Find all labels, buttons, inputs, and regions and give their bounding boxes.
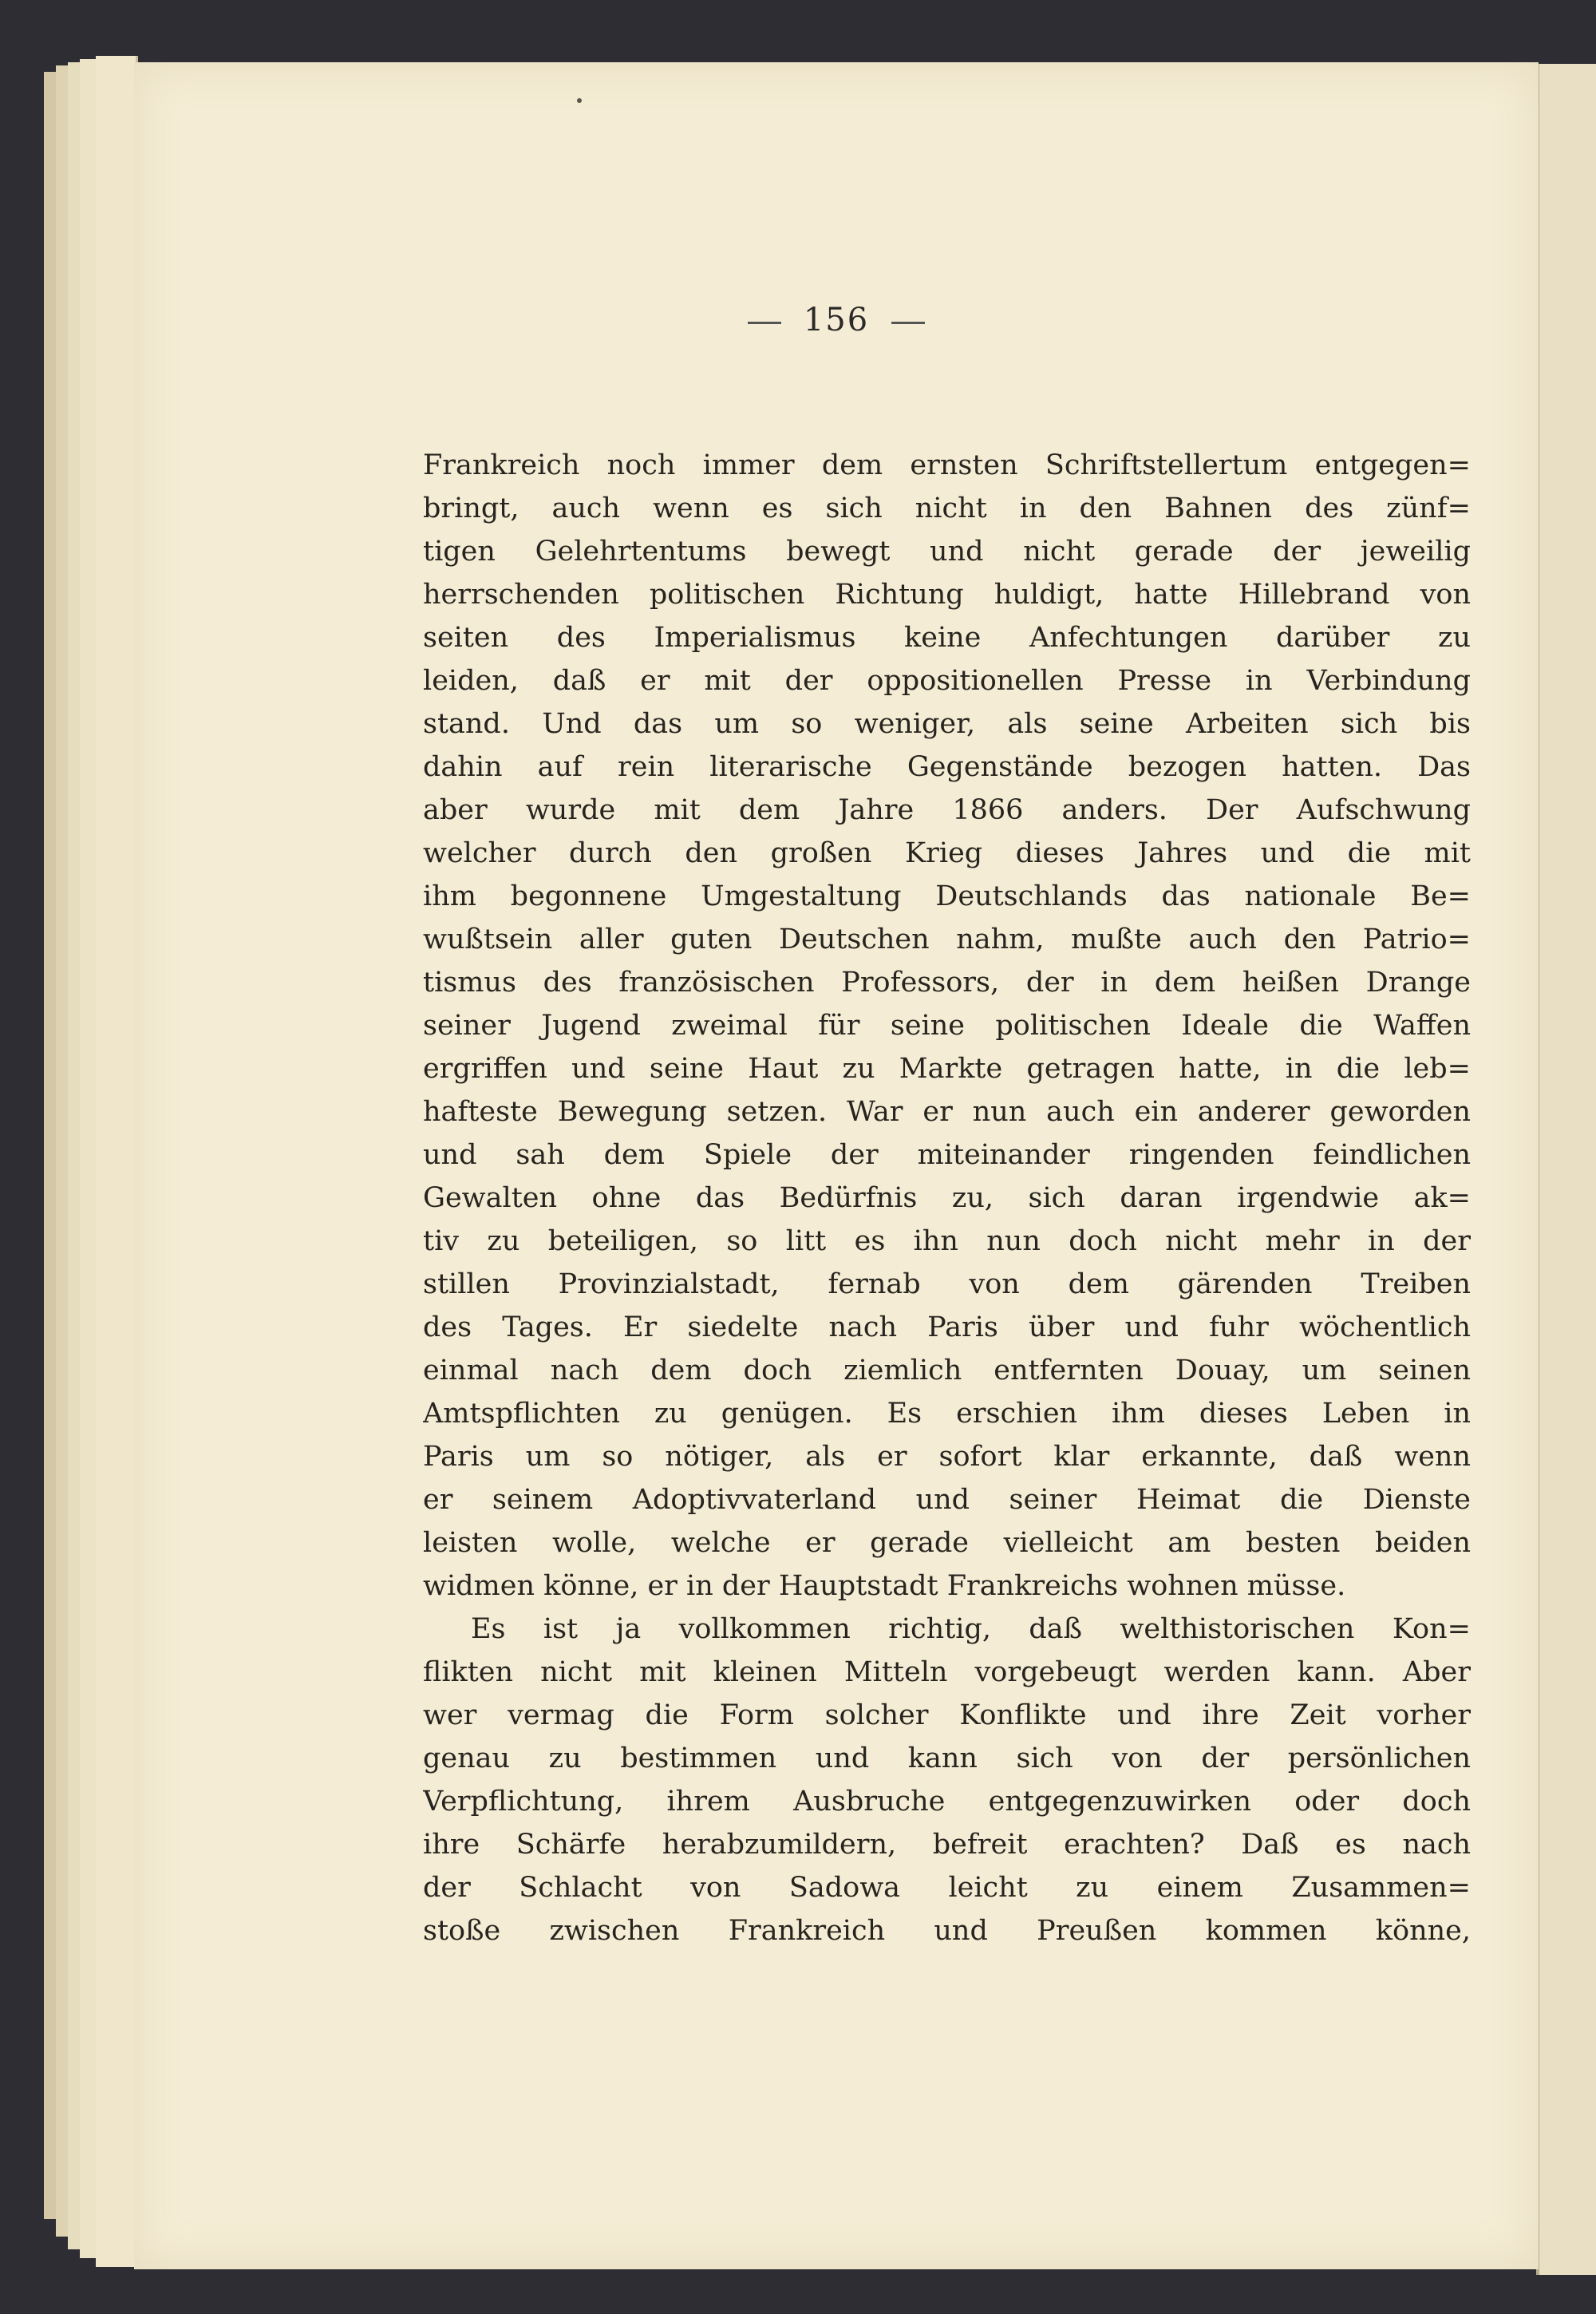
header-dash-left [748,322,781,324]
text-line: ihm begonnene Umgestaltung Deutschlands das nationale Be= [423,880,1471,912]
text-line: des Tages. Er siedelte nach Paris über und fuhr wöchentlich [423,1311,1471,1343]
header-dash-right [891,322,925,324]
text-line: welcher durch den großen Krieg dieses Jahres und die mit [423,837,1471,869]
text-line: stillen Provinzialstadt, fernab von dem gärenden Treiben [423,1268,1471,1300]
text-line: er seinem Adoptivvaterland und seiner Heimat die Dienste [423,1484,1471,1516]
text-line: Paris um so nötiger, als er sofort klar erkannte, daß wenn [423,1441,1471,1473]
text-line: seiten des Imperialismus keine Anfechtungen darüber zu [423,622,1471,654]
page-header [134,302,1539,338]
text-line: tigen Gelehrtentums bewegt und nicht gerade der jeweilig [423,536,1471,568]
text-line: wer vermag die Form solcher Konflikte und ihre Zeit vorher [423,1699,1471,1731]
text-line: ergriffen und seine Haut zu Markte getragen hatte, in die leb= [423,1053,1471,1085]
body-text [423,444,1471,1952]
page-number: 156 [803,302,870,338]
text-line: der Schlacht von Sadowa leicht zu einem Zusammen= [423,1872,1471,1904]
text-line: Verpflichtung, ihrem Ausbruche entgegenzuwirken oder doch [423,1786,1471,1818]
text-line: dahin auf rein literarische Gegenstände bezogen hatten. Das [423,751,1471,783]
text-line: aber wurde mit dem Jahre 1866 anders. Der Aufschwung [423,794,1471,826]
paper-speck [577,98,582,103]
text-line: stand. Und das um so weniger, als seine Arbeiten sich bis [423,708,1471,740]
text-line: bringt, auch wenn es sich nicht in den Bahnen des zünf= [423,492,1471,524]
text-line: stoße zwischen Frankreich und Preußen kommen könne, [423,1915,1471,1947]
facing-page-edge [1536,64,1596,2275]
text-line: tismus des französischen Professors, der in dem heißen Drange [423,967,1471,999]
text-line: Frankreich noch immer dem ernsten Schriftstellertum entgegen= [423,449,1471,481]
text-line: wußtsein aller guten Deutschen nahm, mußte auch den Patrio= [423,924,1471,955]
text-line: ihre Schärfe herabzumildern, befreit erachten? Daß es nach [423,1829,1471,1861]
text-line: Es ist ja vollkommen richtig, daß welthistorischen Kon= [471,1613,1471,1645]
text-line: leisten wolle, welche er gerade vielleicht am besten beiden [423,1527,1471,1559]
text-line: hafteste Bewegung setzen. War er nun auch ein anderer geworden [423,1096,1471,1128]
text-line: Gewalten ohne das Bedürfnis zu, sich daran irgendwie ak= [423,1182,1471,1214]
text-line: widmen könne, er in der Hauptstadt Frankreichs wohnen müsse. [423,1570,1346,1602]
text-line: seiner Jugend zweimal für seine politischen Ideale die Waffen [423,1010,1471,1042]
text-line: tiv zu beteiligen, so litt es ihn nun doch nicht mehr in der [423,1225,1471,1257]
text-line: und sah dem Spiele der miteinander ringenden feindlichen [423,1139,1471,1171]
text-line: Amtspflichten zu genügen. Es erschien ihm dieses Leben in [423,1398,1471,1430]
text-line: flikten nicht mit kleinen Mitteln vorgebeugt werden kann. Aber [423,1656,1471,1688]
text-line: genau zu bestimmen und kann sich von der persönlichen [423,1742,1471,1774]
book-page [134,62,1539,2269]
page-edge [96,56,138,2267]
text-line: einmal nach dem doch ziemlich entfernten Douay, um seinen [423,1355,1471,1386]
text-line: herrschenden politischen Richtung huldigt, hatte Hillebrand von [423,579,1471,611]
text-line: leiden, daß er mit der oppositionellen Presse in Verbindung [423,665,1471,697]
